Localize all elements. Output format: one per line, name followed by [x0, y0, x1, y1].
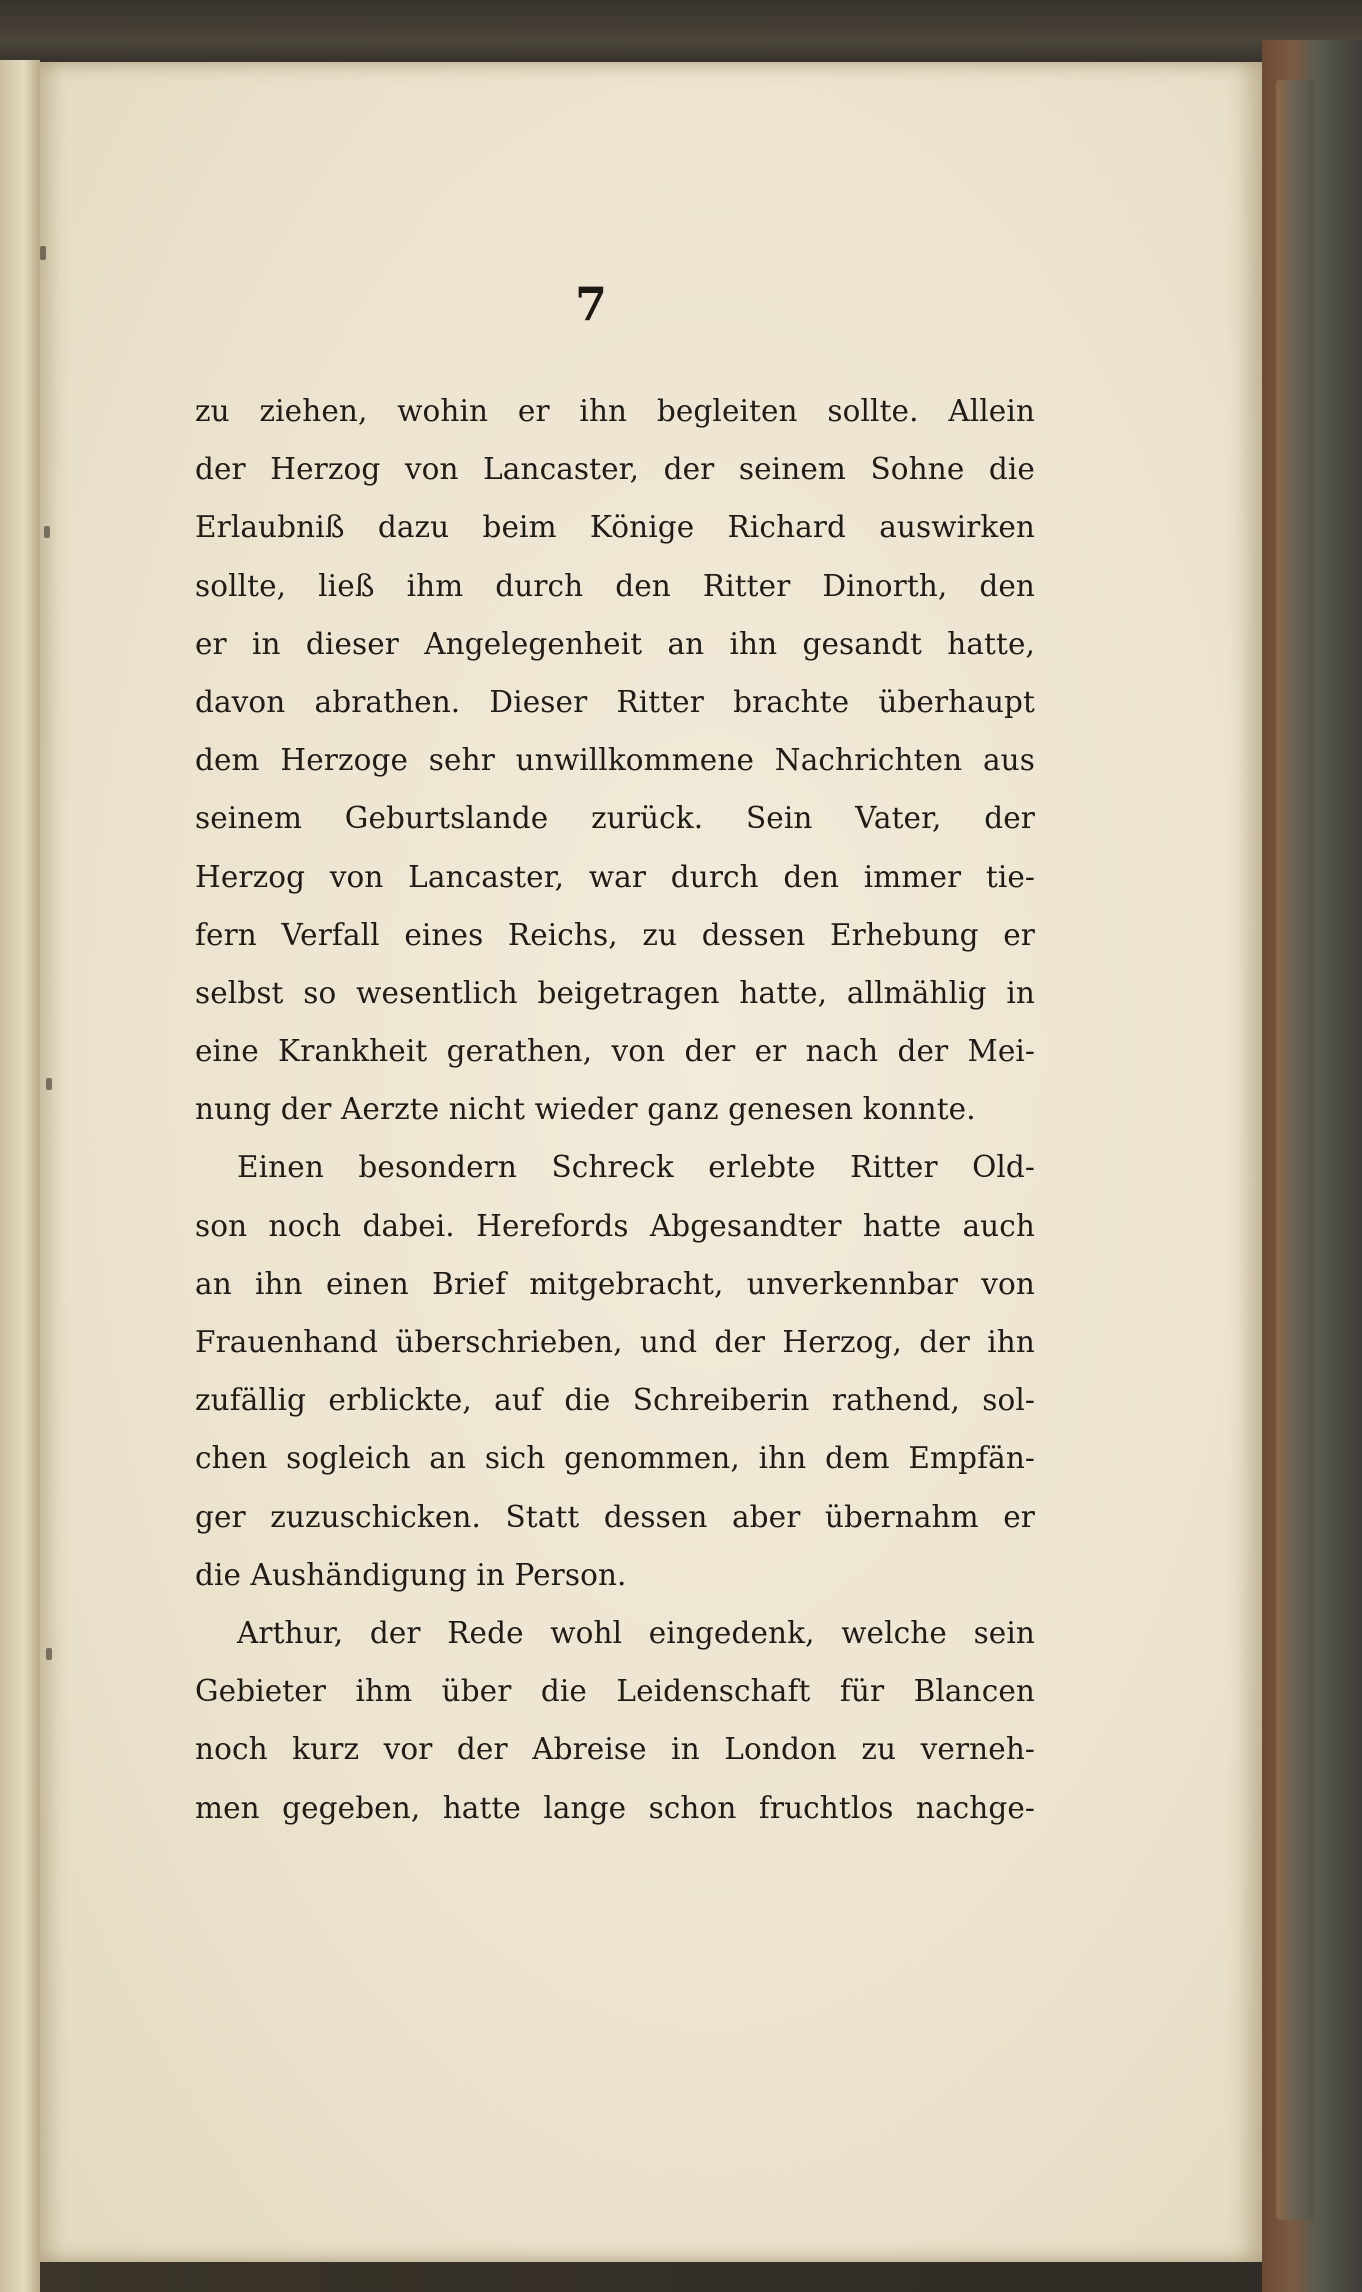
text-line: die Aushändigung in Person. [195, 1557, 627, 1592]
gutter-mark [46, 1648, 52, 1660]
text-line: zu ziehen, wohin er ihn begleiten sollte. Allein [195, 394, 1035, 428]
text-line: davon abrathen. Dieser Ritter brachte überhaupt [195, 684, 1035, 719]
gutter-mark [40, 246, 46, 260]
text-line: der Herzog von Lancaster, der seinem Sohne die [195, 452, 1035, 487]
text-line: Einen besondern Schreck erlebte Ritter Old- [237, 1150, 1035, 1185]
text-line: Herzog von Lancaster, war durch den immer tie- [195, 859, 1035, 894]
text-line: son noch dabei. Herefords Abgesandter hatte auch [195, 1208, 1035, 1243]
body-text [195, 382, 1035, 1837]
text-line: nung der Aerzte nicht wieder ganz genesen konnte. [195, 1092, 976, 1127]
text-line: Arthur, der Rede wohl eingedenk, welche sein [237, 1615, 1035, 1650]
text-line: seinem Geburtslande zurück. Sein Vater, der [195, 801, 1035, 836]
text-line: noch kurz vor der Abreise in London zu verneh- [195, 1732, 1035, 1767]
text-line: selbst so wesentlich beigetragen hatte, allmählig in [195, 975, 1035, 1010]
text-line: eine Krankheit gerathen, von der er nach der Mei- [195, 1034, 1035, 1069]
page-number: 7 [574, 277, 607, 331]
text-line: sollte, ließ ihm durch den Ritter Dinorth, den [195, 568, 1035, 603]
book-page [40, 62, 1262, 2262]
text-line: zufällig erblickte, auf die Schreiberin rathend, sol- [195, 1383, 1035, 1418]
text-line: chen sogleich an sich genommen, ihn dem Empfän- [195, 1441, 1035, 1476]
gutter-mark [44, 526, 50, 538]
text-line: fern Verfall eines Reichs, zu dessen Erhebung er [195, 917, 1035, 952]
book-top-edge [0, 0, 1362, 70]
text-line: Gebieter ihm über die Leidenschaft für Blancen [195, 1674, 1035, 1709]
left-page-edge [0, 60, 40, 2292]
text-line: Erlaubniß dazu beim Könige Richard auswirken [195, 510, 1035, 545]
gutter-mark [46, 1078, 52, 1090]
text-line: an ihn einen Brief mitgebracht, unverkennbar von [195, 1266, 1035, 1301]
text-line: ger zuzuschicken. Statt dessen aber übernahm er [195, 1499, 1035, 1534]
text-line: men gegeben, hatte lange schon fruchtlos nachge- [195, 1790, 1035, 1825]
text-line: er in dieser Angelegenheit an ihn gesandt hatte, [195, 626, 1035, 661]
cover-board [1276, 80, 1314, 2220]
text-line: Frauenhand überschrieben, und der Herzog, der ihn [195, 1325, 1035, 1359]
text-line: dem Herzoge sehr unwillkommene Nachrichten aus [195, 743, 1035, 778]
